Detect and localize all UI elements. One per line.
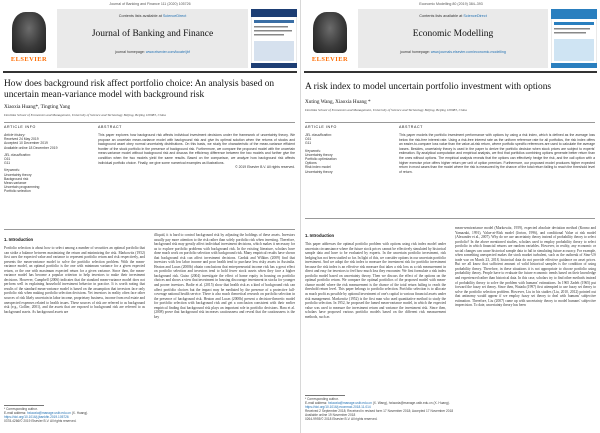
email-prefix: E-mail address:	[4, 411, 28, 415]
keyword: Risk index model	[305, 165, 331, 170]
doi-link[interactable]: https://doi.org/10.1016/j.jbankfin.2019.105726	[4, 415, 69, 419]
abstract-text: This paper models the portfolio investment performance with options by using a risk index, which is defined as the average loss below the risk-free interest rate. Using a risk-free interest rate as the uniform reference rate for all portfolios, the risk index offers an easier-to-compare loss value than the value-at-risk return, where portfolio specific references are used to calculate the average losses. Besides, uncertainty theory is used in the paper to derive the portfolio decision when stock prices are subject to experts' estimation. By analytical computation and empirical analysis, we find that portfolios combining options generate better return than the ones without options. The empirical analysis reveals that the options can effectively hedge the risk, and the call option with a higher exercise price offers higher return per unit of option premium. Furthermore, our proposed model produces higher expected return in most cases than the model where the risk is measured by the chance of the total return failing to reach the threshold level of return.	[399, 133, 595, 174]
article-title: A risk index to model uncertain portfolio investment with options	[305, 82, 552, 92]
contents-prefix: Contents lists available at	[419, 14, 464, 18]
elsevier-logo	[304, 9, 356, 68]
abstract-text	[98, 133, 295, 170]
info-top-rule	[305, 122, 595, 123]
homepage-prefix: journal homepage:	[400, 50, 431, 54]
footnote	[305, 397, 475, 421]
journal-name: Journal of Banking and Finance	[91, 29, 214, 39]
footnote-rule	[4, 405, 44, 406]
homepage-link[interactable]: www.elsevier.com/locate/jbf	[145, 50, 190, 54]
keyword: Uncertainty theory	[305, 169, 333, 174]
issn-line: 0264-9993/© 2018 Elsevier B.V. All rights reserved.	[305, 417, 378, 421]
body-column-2: mean-semivariance model (Markowitz, 1959), expected absolute deviation method (Konno and Yamazaki, 1991), Value-at-Risk model (Jorion, 1996), and conditional Value at risk model (Alexander et al., 2007). Why do we use uncertainty theory instead of probability theory to select portfolio? In the above mentioned studies, scholars used to employ probability theory to select portfolio in which financial returns are random variables. However, in reality, any economic or social changes can cause historical sample data to fail in simulating future accuracy. For example, when something unexpected makes the stock market turbulent, such as the outbreak of Sino-US trade war on March 23, 2018, historical data do not provide effective guidance on asset prices. But we all know that sufficient amount of valid historical samples is the condition of using probability theory. Therefore, in these situations it is not appropriate to choose portfolio using probability theory. People have to evaluate the future economic trends based on their knowledge and experienced rather than historical data. In this case, scholars try to find other methods instead of probability theory to solve the problem with humans' estimations. In 1965 Zadeh (1965) put forward the fuzzy set theory. Since then, Watada (1997) first attempted to use fuzzy set theory to solve the portfolio selection problem. However, Liu in his studies (Liu, 2010, 2012) pointed out that antinomy would appear if we employ fuzzy set theory to deal with humans' subjective estimation. Therefore, Liu (2007) came up with uncertainty theory to model humans' subjective imprecision. To date, uncertainty theory has been	[455, 226, 596, 308]
keywords-label: Keywords:	[305, 148, 321, 153]
article-info-heading: ARTICLE INFO	[305, 125, 337, 129]
history-item: Available online 18 December 2019	[4, 145, 58, 150]
homepage-link[interactable]: www.journals.elsevier.com/economic-modelling	[430, 50, 506, 54]
abstract-body: This paper explores how background risk affects individual investment decisions under the framework of uncertainty theory. We propose an uncertain mean-variance model with background risk and give its optimal solution when the returns of stocks and background asset obey normal uncertainty distributions. On this basis, we study the characteristic of the mean-variance efficient frontier of the stock portfolio in the presence of background risk. Furthermore, we compare the proposed model with the uncertain mean-variance model without background risk and discuss the efficiency difference between the two models and further give the condition when the two models yield the same results. Based on the comparison, we analyze how background risk affects individual portfolio choice. Finally, we give some numerical examples as illustrations.	[98, 133, 295, 165]
abstract-heading: ABSTRACT	[98, 125, 122, 129]
jel-code: G11	[305, 141, 312, 146]
info-bottom-rule	[305, 218, 595, 219]
jel-label: JEL classification:	[305, 133, 332, 137]
introduction-heading: 1. Introduction	[4, 237, 34, 242]
abstract-heading: ABSTRACT	[399, 125, 423, 129]
right-article-page	[300, 0, 600, 433]
jel-code: C61	[305, 137, 312, 142]
journal-cover-icon	[251, 9, 297, 68]
author-affiliation: Donlinks School of Economics and Management, University of Science and Technology Beijing, Beijing 100083, China	[305, 108, 467, 112]
keyword: Portfolio selection	[4, 189, 31, 194]
keyword: Options	[305, 161, 317, 166]
corresponding-author: * Corresponding author.	[4, 407, 38, 411]
masthead	[57, 9, 248, 68]
introduction-heading: 1. Introduction	[305, 233, 335, 238]
header-rule	[3, 71, 297, 73]
email-link[interactable]: hxiaoxia@manage.ustb.edu.cn	[328, 401, 372, 405]
issn-line: 0378-4266/© 2019 Elsevier B.V. All rights reserved.	[4, 419, 77, 423]
available-line: Available online 19 November 2018	[305, 413, 356, 417]
elsevier-tree-icon	[12, 12, 46, 53]
journal-header	[3, 9, 297, 68]
article-info	[4, 133, 90, 194]
article-info-heading: ARTICLE INFO	[4, 125, 36, 129]
journal-name: Economic Modelling	[412, 29, 494, 39]
jel-code: G11	[4, 161, 11, 166]
footnote-rule	[305, 395, 345, 396]
doi-link[interactable]: https://doi.org/10.1016/j.econmod.2018.11.014	[305, 405, 371, 409]
article-history-label: Article history:	[4, 133, 26, 137]
elsevier-logo	[3, 9, 55, 68]
keywords-label: Keywords:	[4, 168, 20, 173]
body-column-2: illiquid, it is hard to control background risk by adjusting the holdings of these assets. Investors usually pay more attention to the risk rather than solely portfolio risk when investing. Therefore, background risk may greatly affect individual investment decisions, which makes it necessary for us to explore portfolio problems with background risk. In the existing literature, scholars have done much work on portfolio selection with background risk. Many empirical results have shown that background risk can affect investment decisions. Cardak and Wilkins (2009) find that investors with low labor income and poor health tend to purchase less risky assets in Australia. Heaton and Lucas (2000b) obtain conclusions that entrepreneurial income risk has a great effect on portfolio selection and investors tend to hold fewer stock assets when they face a higher background risk. Guiso (2004) investigate the effect of home equity in housing on portfolio choices and shows a view that investment in housing discourage investment in stocks for younger and poorer investors. Bodie et al. (2015) show that health risk as a kind of background risk can affect portfolio choices but the impact may be mediated by the presence of a protective full-coverage national health service. There is also much theoretical research on portfolio selection in the presence of background risk. Heaton and Lucas (2000b) present a decision-theoretic model for portfolio selection with background risk and get a conclusion consistent with their earlier empirical finding that background risk plays an important role in portfolio decisions. Hara et al. (2008) prove that background risk increases cautiousness and reveal that the cautiousness is the key	[154, 233, 295, 319]
homepage-prefix: journal homepage:	[115, 50, 146, 54]
publisher-name: ELSEVIER	[311, 56, 349, 63]
keyword: Uncertain programming	[4, 185, 40, 190]
footnote	[4, 407, 154, 423]
history-item: Accepted 10 December 2019	[4, 141, 48, 146]
elsevier-tree-icon	[313, 12, 347, 53]
sciencedirect-link[interactable]: ScienceDirect	[162, 14, 187, 18]
info-bottom-rule	[4, 229, 295, 230]
header-rule	[304, 71, 597, 73]
jel-code: C61	[4, 157, 11, 162]
body-column-1: Portfolio selection is about how to select among a number of securities an optimal portfolio that can strike a balance between maximizing the return and minimizing the risk. Markowitz (1952) first uses the expected value and variance to represent portfolio return and risk respectively, and presents the mean-variance model to solve the portfolio selection problem. With the mean-variance model, an optimal portfolio is the one with minimum variance for a given expected return, or the one with maximum expected return for a given variance. Since then, the mean-variance model has become a popular criterion to help investors to make their investment decisions. However, Campbell (2006) indicates that the standard mean-variance model does not perform well in explaining household investment behavior in practice. It is worth noting that results of the standard mean-variance model is based on the assumption that investors face only portfolio risk when making portfolio selection decisions. Yet investors in reality often face other sources of risk likely uncertain in labor income, proprietary business, income from real estate and unexpected expenses related to health issues. These sources of risk are referred to as background risk (e.g., Gollier, 2001), and the assets that are exposed to background risk are referred to as background assets. As background assets are	[4, 246, 145, 314]
article-authors: Xuting Wang, Xiaoxia Huang *	[305, 99, 371, 105]
homepage-line	[358, 50, 548, 54]
history-item: Received 24 May 2019	[4, 137, 39, 142]
sciencedirect-link[interactable]: ScienceDirect	[463, 14, 487, 18]
received-line: Received 2 September 2018; Received in revised form 17 November 2018; Accepted 17 November 2018	[305, 409, 454, 413]
author-affiliation: Donlinks School of Economics and Management, University of Science and Technology Beijing, Beijing 100083, China	[4, 113, 166, 117]
body-column-1: This paper addresses the optimal portfolio problem with options using risk index model under uncertain circumstance where the future stock prices cannot be effectively simulated by historical sample data and have to be evaluated by experts. In the uncertain portfolio investment, risk hedging has not been studied so far. In light of this, we consider options in our uncertain portfolio investment. And we adopt the risk index to measure the investment risk for portfolio investment because the risk index is an effective risk measure that takes a risk loss as a risk measurement in direct and easy for investors to feel how much loss they encounter. We first formulate a risk index portfolio model based on uncertainty theory. Then we discuss the effect of the options on the optimal portfolio return. We compare the optimal portfolios of the proposed model with mean-chance model where the risk measurement is the chance of the total return failing to reach the threshold return level. This paper belongs to portfolio selection. Portfolio selection is to allocate as much profit as possible by optional investment of one's capital to various financial assets under risk management. Markowitz (1952) is the first man who used quantitative method to study the portfolio selection. In 1952, he proposed the famed mean-variance model, in which the expected value was used to measure the investment return and variance the investment risk. Since then, scholars have proposed various portfolio models based on the different risk measurement methods, such as	[305, 242, 446, 319]
article-title: How does background risk affect portfolio choice: An analysis based on uncertain mean-variance model with background risk	[4, 79, 275, 100]
article-authors: Xiaoxia Huang*, Tingting Yang	[4, 104, 71, 110]
info-top-rule	[4, 122, 295, 123]
article-info	[305, 133, 391, 174]
jel-label: JEL classification:	[4, 152, 31, 157]
masthead	[358, 9, 548, 68]
keyword: Uncertainty theory	[305, 152, 333, 157]
keyword: Portfolio optimization	[305, 157, 337, 162]
journal-citation-line: Economic Modelling 80 (2019) 384–393	[419, 2, 483, 6]
email-suffix: (X. Wang), hxiaoxia@manage.ustb.edu.cn (X. Huang).	[371, 401, 450, 405]
keyword: Mean-variance	[4, 181, 27, 186]
publisher-name: ELSEVIER	[10, 56, 48, 63]
keyword: Uncertainty theory	[4, 172, 32, 177]
copyright-notice: © 2019 Elsevier B.V. All rights reserved.	[235, 165, 295, 170]
journal-cover-icon	[551, 9, 597, 68]
journal-citation-line: Journal of Banking and Finance 111 (2020) 105726	[109, 2, 191, 6]
contents-prefix: Contents lists available at	[118, 14, 163, 18]
email-prefix: E-mail address:	[305, 401, 329, 405]
email-suffix: (X. Huang).	[70, 411, 89, 415]
keyword: Background risk	[4, 176, 29, 181]
corresponding-author: * Corresponding author.	[305, 397, 339, 401]
contents-line	[358, 14, 548, 18]
journal-header	[304, 9, 597, 68]
homepage-line	[57, 50, 248, 54]
contents-line	[57, 14, 248, 18]
email-link[interactable]: hxiaoxia@manage.ustb.edu.cn	[27, 411, 71, 415]
